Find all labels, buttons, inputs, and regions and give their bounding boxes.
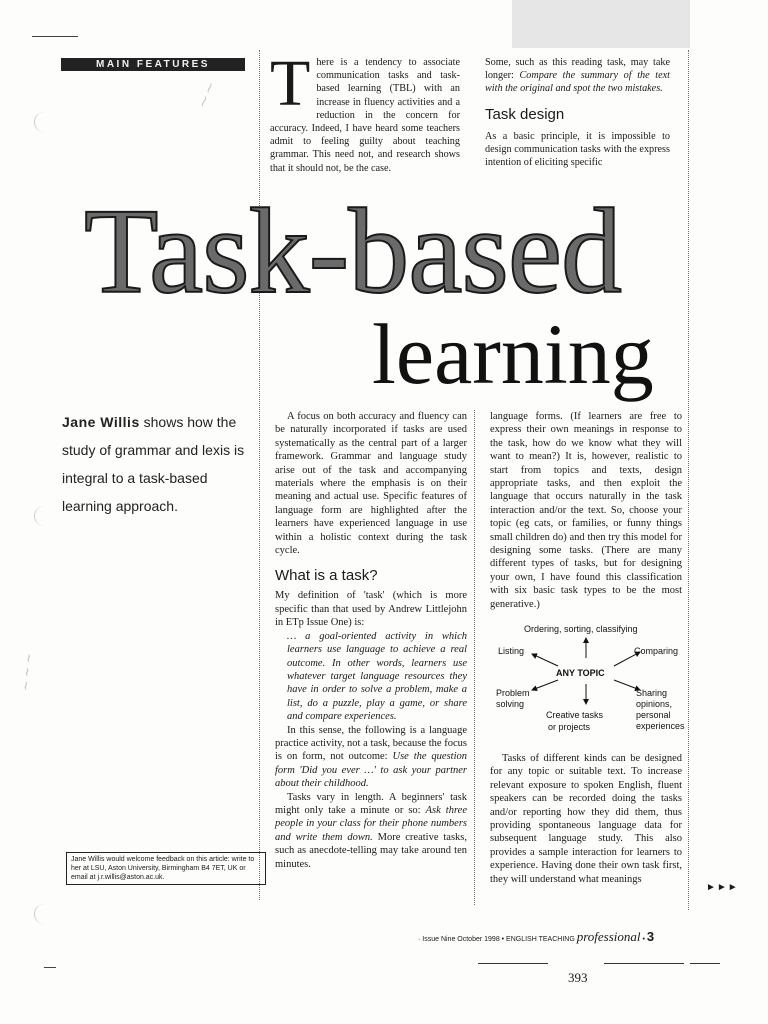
- diagram-label-ordering: Ordering, sorting, classifying: [524, 624, 638, 634]
- column-divider: [688, 50, 689, 910]
- paragraph: In this sense, the following is a language practice activity, not a task, because the focus is on form, not outcome:: [275, 724, 467, 763]
- diagram-label-projects: or projects: [548, 722, 591, 732]
- task-types-diagram: [490, 618, 690, 744]
- body-column-3-continued: [490, 752, 682, 886]
- body-column-2: [275, 410, 467, 871]
- bottom-rule: [604, 963, 684, 964]
- diagram-label-problem: Problem: [496, 688, 530, 698]
- definition-quote: … a goal-oriented activity in which learners use language to achieve a real outcome. In other words, learners use whatever target language resources they have in order to solve a problem, make a list, do a puzzle, play a game, or share and compare experiences.: [287, 630, 467, 723]
- continue-arrows: ►►►: [706, 882, 739, 893]
- section-banner: MAIN FEATURES: [61, 58, 245, 71]
- diagram-label-personal: personal: [636, 710, 671, 720]
- scan-shadow: [512, 0, 690, 48]
- intro-column-a: [270, 47, 460, 175]
- feedback-box: Jane Willis would welcome feedback on this article: write to her at LSU, Aston University, Birmingham B4 7ET, UK or email at j.r.willis@aston.ac.uk.: [66, 852, 266, 885]
- paragraph: Tasks of different kinds can be designed for any topic or suitable text. To increase relevant exposure to spoken English, fluent speakers can be recorded doing the tasks and/or reporting how they did them, thus providing spontaneous language data for subsequent language study. This also provides a sample interaction for learners to experience. Having done their own task first, they will understand what meanings: [490, 753, 682, 885]
- pencil-annotation: ~ ~ ~: [18, 652, 36, 692]
- paragraph: language forms. (If learners are free to express their own meanings in response to the task, how do we know what they will want to mean?) It is, however, realistic to start from topics and texts, design appropriate tasks, and then exploit the language that occurs naturally in the task interaction and/or the text. So, choose your topic (eg cats, or families, or funny things small children do) and then try this model for designing some tasks. (There are many different types of tasks, but for designing your own, I have found this classification with six basic task types to be the most generative.): [490, 411, 682, 610]
- footer-issue: · Issue Nine October 1998 • ENGLISH TEACHING: [418, 936, 577, 943]
- arrow-down-left: [532, 680, 558, 690]
- diagram-label-sharing: Sharing: [636, 688, 668, 698]
- paragraph: My definition of 'task' (which is more specific than that used by Andrew Littlejohn in ETp Issue One) is:: [275, 590, 467, 629]
- footer-magazine: professional: [576, 929, 641, 944]
- margin-mark: [34, 904, 49, 924]
- bottom-mark: [44, 967, 56, 968]
- article-title: Task-based: [84, 184, 622, 319]
- arrow-up-left: [532, 654, 558, 666]
- top-rule: [32, 36, 78, 37]
- footer-separator: •: [640, 936, 647, 943]
- paragraph: A focus on both accuracy and fluency can be naturally incorporated if tasks are used systematically as the central part of a larger framework. Grammar and language study arise out of the task and accompanying materials where the emphasis is on their meaning and actual use. Specific features of language form are highlighted after the learners have experienced language in use within a holistic context during the task cycle.: [275, 411, 467, 557]
- what-is-a-task-heading: What is a task?: [275, 567, 378, 585]
- pencil-annotation: ⁓ ⁓: [196, 80, 218, 109]
- margin-mark: [34, 112, 49, 132]
- intro-text-b: Some, such as this reading task, may take longer:: [485, 57, 670, 82]
- footer-page: 3: [646, 929, 655, 944]
- standfirst-text: shows how the study of grammar and lexis is integral to a task-based learning approach.: [62, 414, 245, 514]
- paragraph-end: More creative tasks, such as anecdote-telling may take around ten minutes.: [275, 831, 467, 870]
- diagram-label-listing: Listing: [498, 646, 525, 656]
- column-divider: [474, 410, 475, 905]
- article-title-sub: learning: [372, 306, 654, 402]
- intro-example-task: Compare the summary of the text with the original and spot the two mistakes.: [485, 70, 670, 95]
- diagram-label-creative: Creative tasks: [546, 710, 604, 720]
- body-column-3: [490, 410, 682, 611]
- example-task: Ask three people in your class for their phone numbers and write them down.: [275, 804, 467, 843]
- diagram-label-solving: solving: [496, 699, 525, 709]
- bottom-rule: [478, 963, 548, 964]
- bottom-rule: [690, 963, 720, 964]
- drop-cap: T: [270, 47, 311, 120]
- intro-column-b: [485, 56, 670, 169]
- column-divider: [259, 50, 260, 900]
- task-design-heading: Task design: [485, 105, 565, 123]
- example-activity: Use the question form 'Did you ever …' to ask your partner about their childhood.: [275, 751, 467, 790]
- task-design-text: As a basic principle, it is impossible to design communication tasks with the express intention of eliciting specific: [485, 130, 670, 169]
- diagram-center-label: ANY TOPIC: [556, 668, 605, 678]
- page-number: 393: [568, 970, 588, 985]
- author-name: Jane Willis: [62, 414, 140, 430]
- standfirst: [62, 408, 252, 520]
- diagram-label-opinions: opinions,: [636, 699, 673, 709]
- intro-text-a: here is a tendency to associate communication tasks and task-based learning (TBL) with an increase in fluency activities and a reduction in the concern for accuracy. Indeed, I have heard some teachers admit to feeling guilty about teaching grammar. This need not, and research shows that it should not, be the case.: [270, 57, 460, 174]
- paragraph: Tasks vary in length. A beginners' task might only take a minute or so:: [275, 791, 467, 816]
- diagram-label-experiences: experiences: [636, 721, 685, 731]
- margin-mark: [34, 506, 49, 526]
- diagram-label-comparing: Comparing: [634, 646, 679, 656]
- page-footer: [418, 930, 694, 947]
